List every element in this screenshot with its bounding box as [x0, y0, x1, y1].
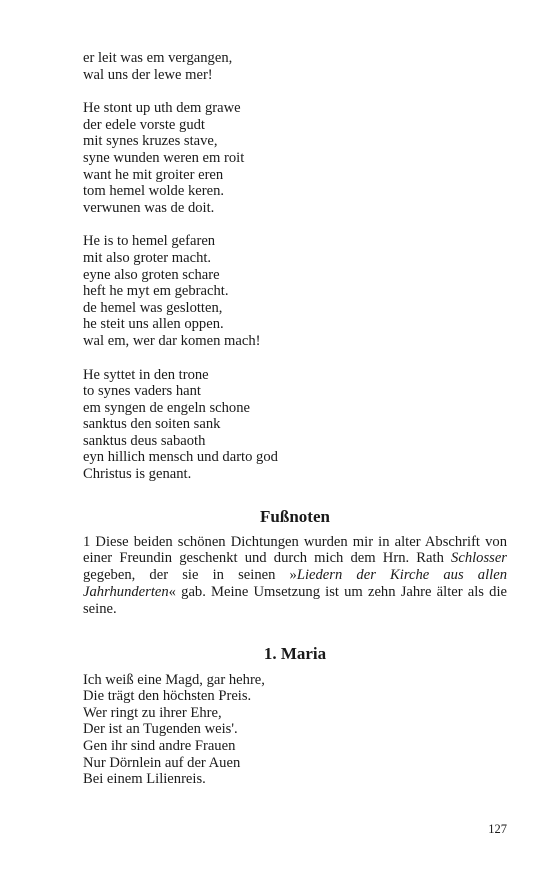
poem-stanza — [83, 672, 507, 788]
verse-line: verwunen was de doit. — [83, 199, 215, 216]
verse-line: Nur Dörnlein auf der Auen — [83, 754, 241, 771]
footnote-1 — [83, 534, 507, 618]
verse-line: eyn hillich mensch und darto god — [83, 449, 278, 466]
page-number: 127 — [488, 822, 507, 836]
footnote-book-title: Liedern der Kirche aus allen Jahrhunderten — [83, 567, 507, 601]
verse-line: wal uns der lewe mer! — [83, 66, 213, 83]
verse-line: em syngen de engeln schone — [83, 399, 250, 416]
verse-line: Der ist an Tugenden weis'. — [83, 721, 238, 738]
verse-line: Ich weiß eine Magd, gar hehre, — [83, 671, 265, 688]
verse-line: de hemel was geslotten, — [83, 299, 223, 316]
footnotes-heading: Fußnoten — [260, 506, 330, 526]
verse-line: Wer ringt zu ihrer Ehre, — [83, 704, 222, 721]
verse-line: He syttet in den trone — [83, 366, 209, 383]
verse-line: He stont up uth dem grawe — [83, 100, 241, 117]
verse-line: der edele vorste gudt — [83, 116, 205, 133]
footnote-text: 1 Diese beiden schönen Dichtungen wurden mir in alter Abschrift von einer Freundin geschenkt und durch mich dem Hrn. Rath — [83, 533, 507, 567]
verse-line: er leit was em vergangen, — [83, 50, 233, 66]
page-content — [83, 50, 507, 805]
verse-line: He is to hemel gefaren — [83, 233, 216, 250]
verse-line: mit synes kruzes stave, — [83, 133, 218, 150]
verse-line: tom hemel wolde keren. — [83, 183, 225, 200]
stanza-2 — [83, 100, 507, 216]
verse-line: mit also groter macht. — [83, 249, 212, 266]
stanza-1 — [83, 50, 507, 83]
verse-line: heft he myt em gebracht. — [83, 283, 229, 300]
verse-line: Die trägt den höchsten Preis. — [83, 688, 252, 705]
verse-line: want he mit groiter eren — [83, 166, 224, 183]
verse-line: sanktus deus sabaoth — [83, 432, 206, 449]
stanza-3 — [83, 233, 507, 349]
verse-line: wal em, wer dar komen mach! — [83, 332, 261, 349]
verse-line: syne wunden weren em roit — [83, 149, 245, 166]
verse-line: sanktus den soiten sank — [83, 416, 221, 433]
footnote-text: gegeben, der sie in seinen » — [83, 567, 297, 584]
verse-line: Gen ihr sind andre Frauen — [83, 738, 236, 755]
verse-line: to synes vaders hant — [83, 383, 201, 400]
verse-line: Bei einem Lilienreis. — [83, 771, 206, 788]
verse-line: eyne also groten schare — [83, 266, 220, 283]
verse-line: Christus is genant. — [83, 466, 192, 483]
poem-title: 1. Maria — [263, 643, 327, 663]
footnote-name: Schlosser — [451, 550, 507, 567]
stanza-4 — [83, 367, 507, 483]
footnote-text: « gab. Meine Umsetzung ist um zehn Jahre älter als die seine. — [83, 584, 507, 617]
verse-line: he steit uns allen oppen. — [83, 316, 224, 333]
